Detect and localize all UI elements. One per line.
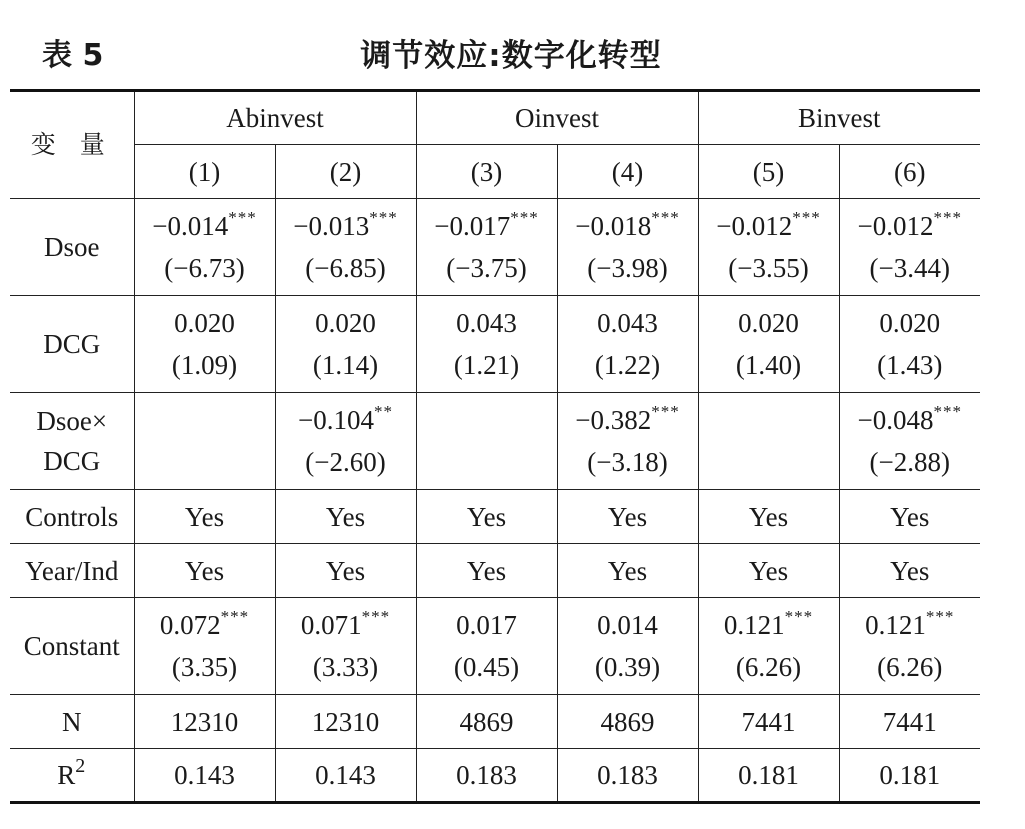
table-cell [839,296,980,393]
t-statistic: (1.22) [594,350,661,380]
table-caption [42,22,980,82]
table-cell: Yes [839,490,980,544]
table-cell [275,296,416,393]
model-header: (1) [134,145,275,199]
coefficient: 0.020 [738,308,799,338]
table-cell: 4869 [557,695,698,749]
group-header-abinvest: Abinvest [134,91,416,145]
significance-stars: *** [651,208,680,227]
table-cell: 0.143 [275,749,416,803]
coefficient: 0.020 [315,308,376,338]
table-cell: 0.181 [839,749,980,803]
t-statistic: (−3.98) [587,253,668,283]
t-statistic: (3.35) [171,652,238,682]
row-label: N [10,695,134,749]
significance-stars: *** [933,402,962,421]
model-header: (2) [275,145,416,199]
significance-stars: ** [373,402,393,421]
table-title: 调节效应:数字化转型 [360,38,662,74]
coefficient: 0.014 [597,610,658,640]
table-row [10,199,980,296]
table-cell [698,296,839,393]
model-header: (6) [839,145,980,199]
row-label: Year/Ind [10,544,134,598]
significance-stars: *** [220,607,250,626]
significance-stars: *** [651,402,680,421]
significance-stars: *** [784,607,814,626]
header-row-groups [10,91,980,145]
significance-stars: *** [361,607,391,626]
table-cell [134,296,275,393]
table-cell [134,598,275,695]
table-cell: Yes [134,490,275,544]
table-cell: 0.143 [134,749,275,803]
t-statistic: (−6.73) [164,253,245,283]
table-cell: Yes [134,544,275,598]
table-cell [557,296,698,393]
t-statistic: (−3.44) [869,253,950,283]
table-cell [557,199,698,296]
t-statistic: (0.39) [594,652,661,682]
t-statistic: (−3.55) [728,253,809,283]
table-cell: Yes [416,490,557,544]
table-cell [839,199,980,296]
table-cell [839,393,980,490]
table-cell [416,199,557,296]
group-header-oinvest: Oinvest [416,91,698,145]
table-cell: Yes [416,544,557,598]
row-label-line: Dsoe× [36,406,108,436]
table-cell: Yes [557,490,698,544]
table-cell: Yes [557,544,698,598]
coefficient: 0.017 [456,610,517,640]
coefficient: −0.018 [575,211,652,241]
coefficient: 0.020 [174,308,235,338]
significance-stars: *** [792,208,821,227]
header-row-models [10,145,980,199]
table-cell [557,393,698,490]
row-label: Dsoe [10,199,134,296]
group-header-binvest: Binvest [698,91,980,145]
coefficient: 0.121 [723,610,785,640]
row-label-text: R [57,760,76,790]
table-row [10,695,980,749]
coefficient: −0.012 [857,211,934,241]
table-cell [416,296,557,393]
t-statistic: (6.26) [735,652,802,682]
coefficient: 0.043 [597,308,658,338]
table-cell: Yes [275,490,416,544]
table-row [10,490,980,544]
table-cell [275,598,416,695]
table-cell: 12310 [275,695,416,749]
t-statistic: (−3.18) [587,447,668,477]
table-cell [275,199,416,296]
row-label-superscript: 2 [75,755,87,777]
t-statistic: (1.21) [453,350,520,380]
table-row [10,544,980,598]
t-statistic: (1.40) [735,350,802,380]
coefficient: −0.048 [857,405,934,435]
coefficient: 0.121 [865,610,926,640]
t-statistic: (1.14) [312,350,379,380]
table-cell: 4869 [416,695,557,749]
table-cell: 7441 [698,695,839,749]
t-statistic: (−6.85) [305,253,386,283]
coefficient: −0.013 [293,211,370,241]
table-cell [839,598,980,695]
table-cell: Yes [839,544,980,598]
coefficient: −0.014 [152,211,229,241]
table-row [10,749,980,803]
table-cell: Yes [698,544,839,598]
coefficient: −0.012 [716,211,793,241]
significance-stars: *** [925,607,955,626]
table-cell [416,598,557,695]
table-row [10,393,980,490]
table-cell [698,199,839,296]
t-statistic: (1.43) [877,350,943,380]
significance-stars: *** [510,208,539,227]
table-cell [134,393,275,490]
table-row [10,598,980,695]
table-row [10,296,980,393]
coefficient: −0.382 [575,405,652,435]
model-header: (4) [557,145,698,199]
table-cell [275,393,416,490]
t-statistic: (0.45) [453,652,520,682]
row-label-line: DCG [43,446,101,476]
row-label: Controls [10,490,134,544]
row-label: DCG [10,296,134,393]
regression-table [10,89,980,804]
coefficient: 0.043 [456,308,517,338]
coefficient: −0.104 [298,405,374,435]
variable-header: 变 量 [10,91,134,199]
table-cell: 12310 [134,695,275,749]
t-statistic: (−3.75) [446,253,527,283]
table-cell: 0.183 [557,749,698,803]
t-statistic: (6.26) [877,652,943,682]
t-statistic: (1.09) [171,350,238,380]
row-label [10,749,134,803]
model-header: (5) [698,145,839,199]
coefficient: 0.072 [159,610,221,640]
model-header: (3) [416,145,557,199]
coefficient: −0.017 [434,211,511,241]
significance-stars: *** [369,208,398,227]
table-cell [698,393,839,490]
significance-stars: *** [228,208,257,227]
table-cell: Yes [698,490,839,544]
table-number: 表 5 [42,38,104,73]
coefficient: 0.020 [879,308,941,338]
row-label [10,393,134,490]
table-cell: Yes [275,544,416,598]
table-cell [557,598,698,695]
table-cell [698,598,839,695]
coefficient: 0.071 [300,610,362,640]
t-statistic: (3.33) [312,652,379,682]
table-cell: 0.183 [416,749,557,803]
table-cell [416,393,557,490]
row-label: Constant [10,598,134,695]
table-cell: 0.181 [698,749,839,803]
t-statistic: (−2.60) [305,447,386,477]
t-statistic: (−2.88) [869,447,950,477]
table-cell [134,199,275,296]
table-cell: 7441 [839,695,980,749]
significance-stars: *** [933,208,962,227]
